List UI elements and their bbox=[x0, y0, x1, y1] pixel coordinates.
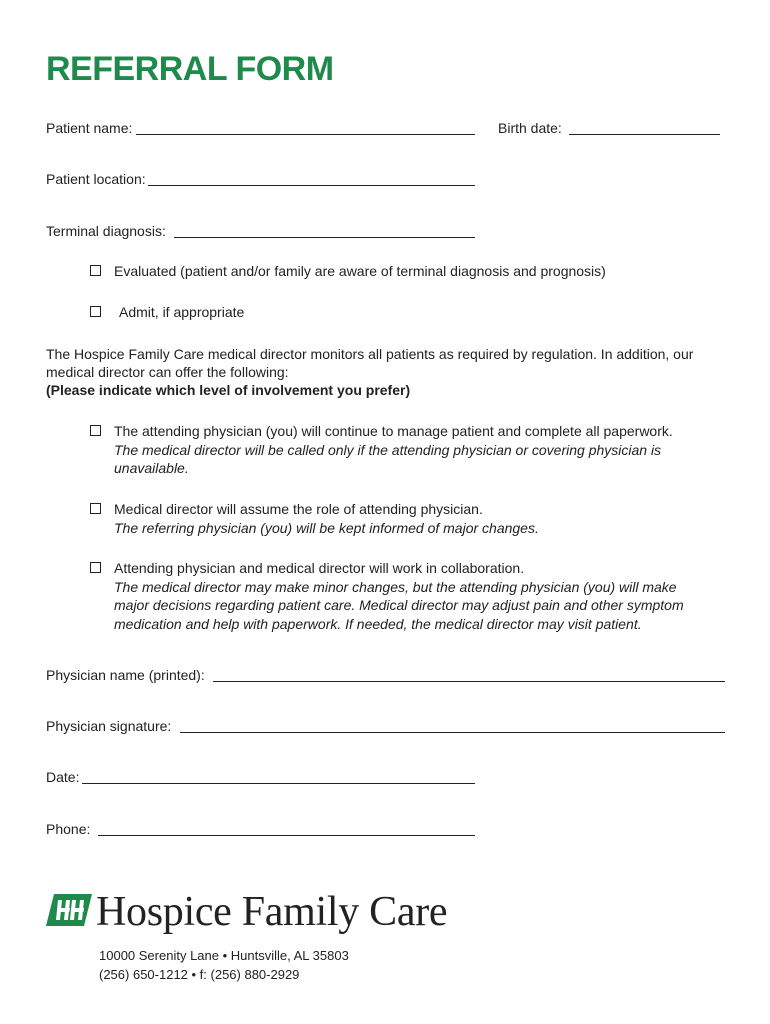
collaboration-option bbox=[114, 559, 734, 633]
option-note-text: The referring physician (you) will be kept informed of major changes. bbox=[114, 519, 539, 536]
medical-director-attending-checkbox[interactable] bbox=[90, 503, 101, 514]
option-main-text: The attending physician (you) will continue to manage patient and complete all paperwork. bbox=[114, 423, 673, 439]
collaboration-checkbox[interactable] bbox=[90, 562, 101, 573]
attending-manage-option bbox=[114, 422, 734, 478]
physician-name-field[interactable] bbox=[213, 681, 725, 682]
organization-name: Hospice Family Care bbox=[96, 889, 448, 935]
admit-checkbox[interactable] bbox=[90, 306, 101, 317]
phone-fax-line: (256) 650-1212 • f: (256) 880-2929 bbox=[99, 967, 300, 982]
intro-text: The Hospice Family Care medical director monitors all patients as required by regulation. In addition, our medical director can offer the following: bbox=[46, 346, 694, 380]
birth-date-field[interactable] bbox=[569, 134, 720, 135]
physician-signature-field[interactable] bbox=[180, 732, 725, 733]
intro-instruction: (Please indicate which level of involvement you prefer) bbox=[46, 382, 411, 398]
form-title: REFERRAL FORM bbox=[46, 50, 334, 88]
intro-paragraph bbox=[46, 345, 736, 399]
evaluated-option-label: Evaluated (patient and/or family are aware of terminal diagnosis and prognosis) bbox=[114, 263, 606, 279]
birth-date-label: Birth date: bbox=[498, 120, 562, 136]
attending-manage-checkbox[interactable] bbox=[90, 425, 101, 436]
terminal-diagnosis-label: Terminal diagnosis: bbox=[46, 223, 166, 239]
patient-name-label: Patient name: bbox=[46, 120, 133, 136]
phone-field[interactable] bbox=[98, 835, 475, 836]
phone-label: Phone: bbox=[46, 821, 91, 837]
physician-signature-label: Physician signature: bbox=[46, 718, 172, 734]
footer-address bbox=[99, 946, 349, 984]
medical-director-attending-option bbox=[114, 500, 734, 537]
date-field[interactable] bbox=[82, 783, 475, 784]
address-line: 10000 Serenity Lane • Huntsville, AL 35803 bbox=[99, 948, 349, 963]
option-main-text: Attending physician and medical director will work in collaboration. bbox=[114, 560, 525, 576]
option-main-text: Medical director will assume the role of attending physician. bbox=[114, 501, 483, 517]
patient-location-label: Patient location: bbox=[46, 171, 146, 187]
patient-name-field[interactable] bbox=[136, 134, 475, 135]
physician-name-label: Physician name (printed): bbox=[46, 667, 205, 683]
date-label: Date: bbox=[46, 769, 80, 785]
option-note-text: The medical director will be called only if the attending physician or covering physician is unavailable. bbox=[114, 441, 662, 476]
admit-option-label: Admit, if appropriate bbox=[119, 304, 245, 320]
option-note-text: The medical director may make minor changes, but the attending physician (you) will make major decisions regarding patient care. Medical director may adjust pain and other symptom medication and help with paperwork. If needed, the medical director may visit patient. bbox=[114, 578, 684, 632]
patient-location-field[interactable] bbox=[148, 185, 475, 186]
terminal-diagnosis-field[interactable] bbox=[174, 237, 475, 238]
evaluated-checkbox[interactable] bbox=[90, 265, 101, 276]
hospice-logo-icon bbox=[46, 894, 92, 926]
